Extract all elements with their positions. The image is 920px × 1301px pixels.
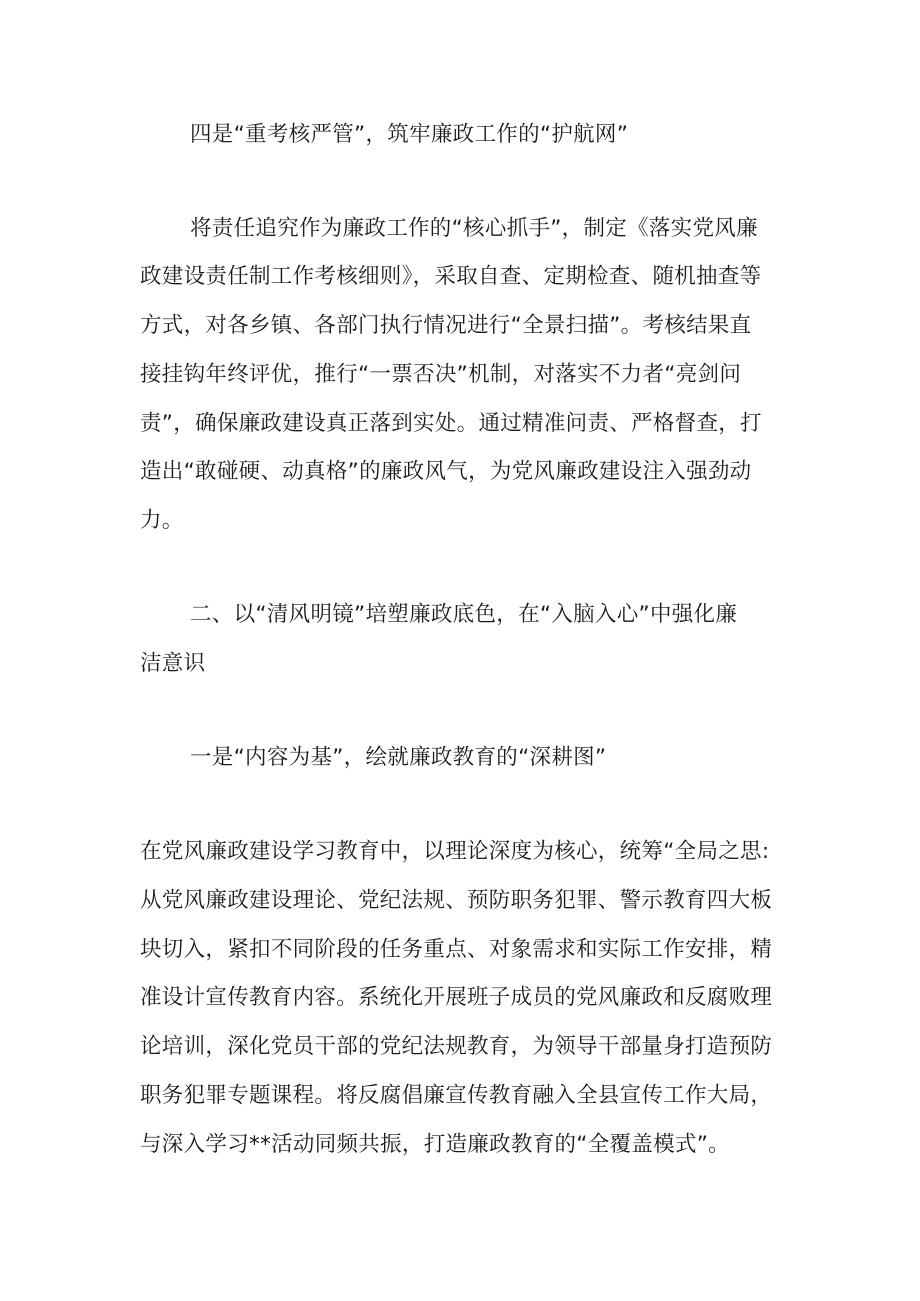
paragraph-line: 与深入学习**活动同频共振，打造廉政教育的“全覆盖模式”。: [140, 1132, 730, 1157]
paragraph-line: 从党风廉政建设理论、党纪法规、预防职务犯罪、警示教育四大板: [140, 888, 773, 913]
subsection-1-heading: 一是“内容为基”，绘就廉政教育的“深耕图”: [190, 745, 607, 770]
paragraph-line: 接挂钩年终评优，推行“一票否决”机制，对落实不力者“亮剑问: [140, 362, 742, 387]
section-4-heading: 四是“重考核严管”，筑牢廉政工作的“护航网”: [190, 122, 629, 147]
paragraph-line: 将责任追究作为廉政工作的“核心抓手”，制定《落实党风廉: [190, 216, 758, 241]
paragraph-line: 职务犯罪专题课程。将反腐倡廉宣传教育融入全县宣传工作大局，: [140, 1083, 773, 1108]
paragraph-line: 造出“敢碰硬、动真格”的廉政风气，为党风廉政建设注入强劲动: [140, 459, 752, 484]
section-2-heading-line: 洁意识: [140, 651, 206, 676]
section-2-heading-line: 二、以“清风明镜”培塑廉政底色，在“入脑入心”中强化廉: [190, 602, 738, 627]
paragraph-line: 论培训，深化党员干部的党纪法规教育，为领导干部量身打造预防: [140, 1034, 773, 1059]
paragraph-line: 块切入，紧扣不同阶段的任务重点、对象需求和实际工作安排，精: [140, 937, 773, 962]
paragraph-line: 政建设责任制工作考核细则》，采取自查、定期检查、随机抽查等: [140, 264, 762, 289]
paragraph-line: 责”，确保廉政建设真正落到实处。通过精准问责、严格督查，打: [140, 411, 762, 436]
paragraph-line: 方式，对各乡镇、各部门执行情况进行“全景扫描”。考核结果直: [140, 313, 752, 338]
paragraph-line: 在党风廉政建设学习教育中，以理论深度为核心，统筹“全局之思:: [140, 839, 770, 864]
paragraph-line: 力。: [140, 508, 184, 533]
paragraph-line: 准设计宣传教育内容。系统化开展班子成员的党风廉政和反腐败理: [140, 985, 773, 1010]
